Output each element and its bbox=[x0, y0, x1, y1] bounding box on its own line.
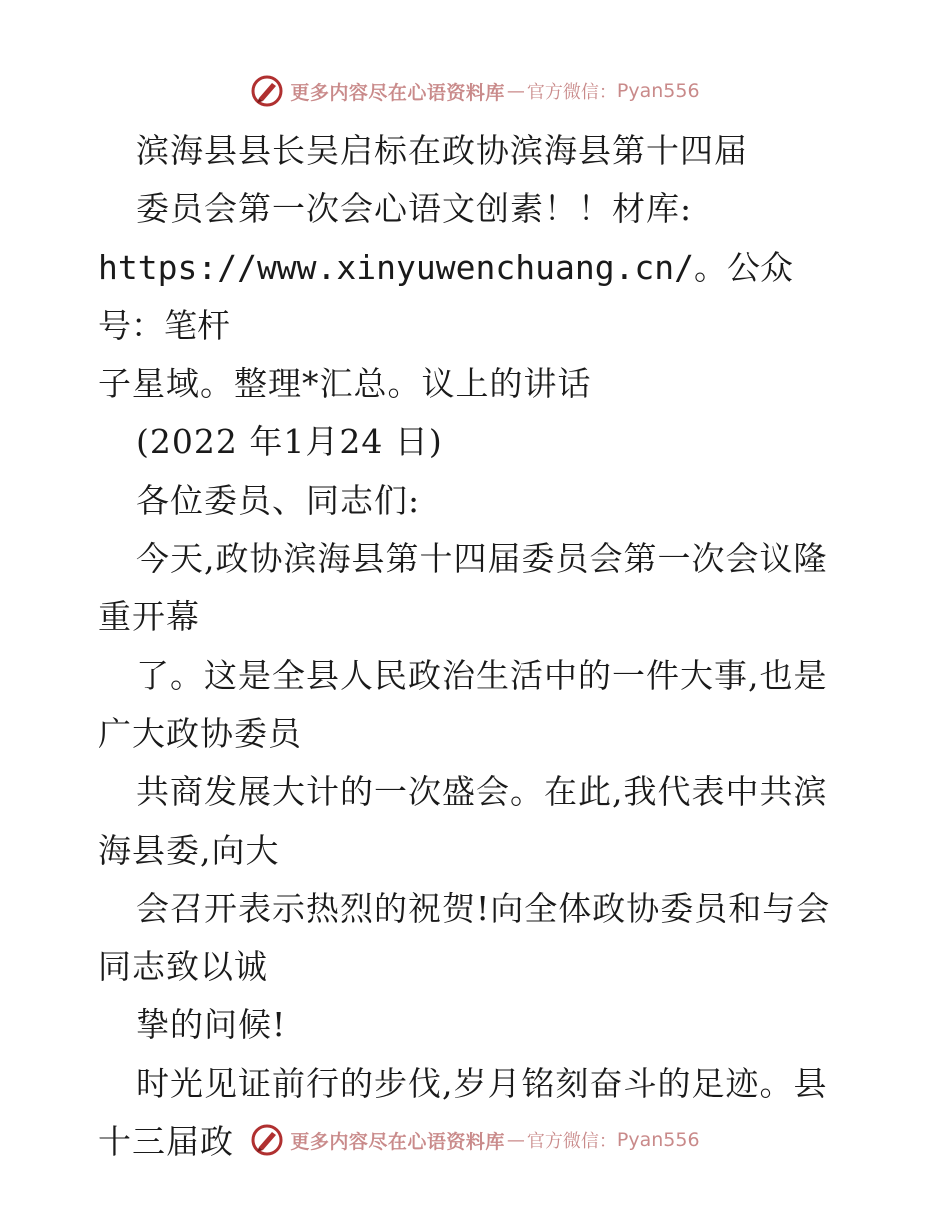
pen-logo-icon bbox=[250, 74, 284, 108]
salutation: 各位委员、同志们: bbox=[136, 480, 421, 520]
body-line: 海县委,向大 bbox=[98, 830, 280, 870]
body-line: 了。这是全县人民政治生活中的一件大事,也是 bbox=[136, 655, 828, 695]
watermark-label: 官方微信： bbox=[526, 82, 617, 103]
watermark-separator: — bbox=[506, 80, 525, 102]
watermark-wechat-id: Pyan556 bbox=[616, 1129, 700, 1151]
date-line: (2022 年1月24 日) bbox=[136, 422, 443, 462]
watermark-site-text: 更多内容尽在心语资料库 bbox=[290, 81, 505, 104]
body-line: 今天,政协滨海县第十四届委员会第一次会议隆 bbox=[136, 539, 828, 579]
body-line: 时光见证前行的步伐,岁月铭刻奋斗的足迹。县 bbox=[136, 1063, 828, 1103]
footer-watermark bbox=[0, 1120, 950, 1160]
body-line: 广大政协委员 bbox=[98, 713, 302, 753]
body-line: 十三届政 bbox=[98, 1122, 234, 1162]
title-line-3 bbox=[98, 239, 858, 356]
body-line: 会召开表示热烈的祝贺!向全体政协委员和与会 bbox=[136, 888, 831, 928]
body-line: 挚的问候! bbox=[136, 1005, 287, 1045]
url-text: https://www.xinyuwenchuang.cn/。公众号：笔杆 bbox=[98, 247, 794, 345]
watermark-site-text: 更多内容尽在心语资料库 bbox=[290, 1130, 505, 1153]
document-body bbox=[98, 122, 858, 1171]
body-line: 共商发展大计的一次盛会。在此,我代表中共滨 bbox=[136, 772, 828, 812]
title-line-4: 子星域。整理*汇总。议上的讲话 bbox=[98, 364, 592, 404]
body-line: 同志致以诚 bbox=[98, 947, 268, 987]
watermark-label: 官方微信： bbox=[526, 1131, 617, 1152]
title-line-2: 委员会第一次会心语文创素！！材库: bbox=[136, 189, 693, 229]
body-line: 重开幕 bbox=[98, 597, 200, 637]
watermark-separator: — bbox=[506, 1129, 525, 1151]
title-line-1: 滨海县县长吴启标在政协滨海县第十四届 bbox=[136, 131, 748, 170]
header-watermark bbox=[0, 71, 950, 111]
watermark-wechat-id: Pyan556 bbox=[616, 80, 700, 102]
pen-logo-icon bbox=[250, 1123, 284, 1157]
